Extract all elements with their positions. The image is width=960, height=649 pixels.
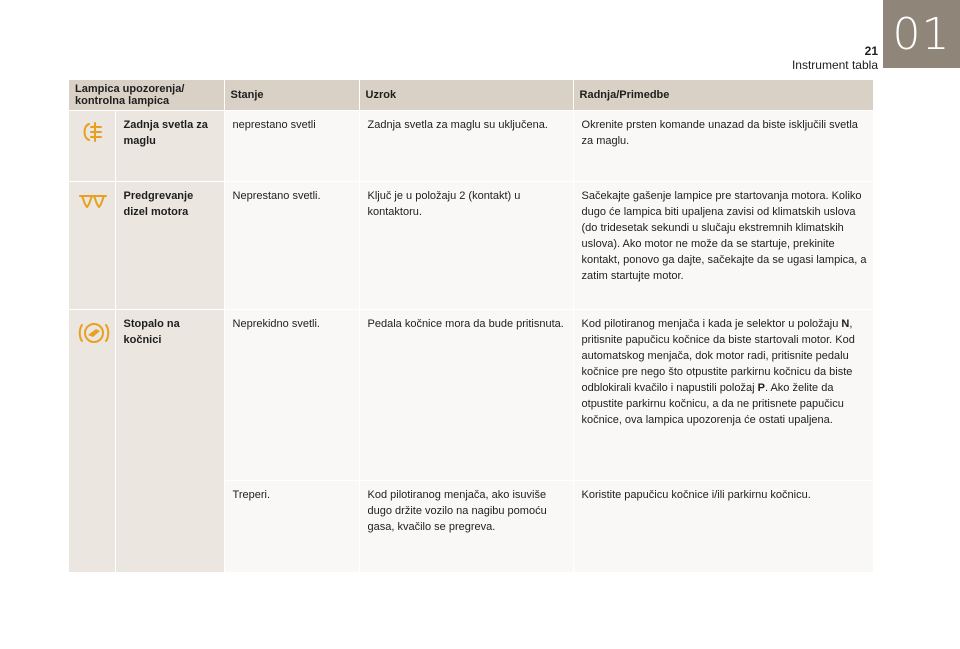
light-cause: Pedala kočnice mora da bude pritisnuta. <box>359 310 573 481</box>
page-number: 21 <box>864 44 878 58</box>
light-action: Sačekajte gašenje lampice pre startovanja motora. Koliko dugo će lampica biti upaljena zavisi od klimatskih uslova (do tridesetak sekundi u slučaju ekstremnih klimatskih uslova). Ako motor ne može da se startuje, prekinite kontakt, ponovo ga dajte, sačekajte da se ugasi lampica, a zatim startujte motor. <box>573 182 873 310</box>
column-header-state: Stanje <box>224 80 359 111</box>
table-header-row <box>69 80 873 111</box>
table-row <box>69 310 873 481</box>
icon-cell <box>69 310 115 573</box>
light-state: Neprekidno svetli. <box>224 310 359 481</box>
light-cause: Ključ je u položaju 2 (kontakt) u kontaktoru. <box>359 182 573 310</box>
column-header-light: Lampica upozorenja/ kontrolna lampica <box>69 80 224 111</box>
light-action <box>573 310 873 481</box>
warning-lights-table <box>69 80 874 572</box>
icon-cell <box>69 111 115 182</box>
light-action: Okrenite prsten komande unazad da biste isključili svetla za maglu. <box>573 111 873 182</box>
light-state: Treperi. <box>224 481 359 573</box>
chapter-tab <box>883 0 960 68</box>
column-header-cause: Uzrok <box>359 80 573 111</box>
action-text: Kod pilotiranog menjača i kada je selektor u položaju <box>581 318 842 330</box>
light-name: Stopalo na kočnici <box>115 310 224 573</box>
light-state: neprestano svetli <box>224 111 359 182</box>
light-name: Predgrevanje dizel motora <box>115 182 224 310</box>
light-name: Zadnja svetla za maglu <box>115 111 224 182</box>
table-row <box>69 182 873 310</box>
gear-position-n: N <box>841 318 850 330</box>
foot-on-brake-icon <box>77 320 109 346</box>
light-cause: Kod pilotiranog menjača, ako isuviše dugo držite vozilo na nagibu pomoću gasa, kvačilo se pregreva. <box>359 481 573 573</box>
action-text: , pritisnite papučicu kočnice da biste startovali motor. Kod automatskog menjača, dok motor radi, pritisnite pedalu kočnice pre nego što otpustite parkirnu kočnicu da biste odblokirali kvačilo i napustili položaj <box>581 318 855 394</box>
chapter-number: 01 <box>892 8 951 60</box>
light-state: Neprestano svetli. <box>224 182 359 310</box>
action-text: . Ako želite da otpustite parkirnu kočnicu, a da ne pritisnete papučicu kočnice, ova lampica upozorenja će ostati upaljena. <box>581 382 844 426</box>
rear-fog-light-icon <box>77 121 109 143</box>
icon-cell <box>69 182 115 310</box>
section-title: Instrument tabla <box>791 58 878 72</box>
light-action: Koristite papučicu kočnice i/ili parkirnu kočnicu. <box>573 481 873 573</box>
column-header-action: Radnja/Primedbe <box>573 80 873 111</box>
table-row <box>69 111 873 182</box>
light-cause: Zadnja svetla za maglu su uključena. <box>359 111 573 182</box>
gear-position-p: P <box>757 382 765 394</box>
glow-plug-icon <box>77 192 109 212</box>
